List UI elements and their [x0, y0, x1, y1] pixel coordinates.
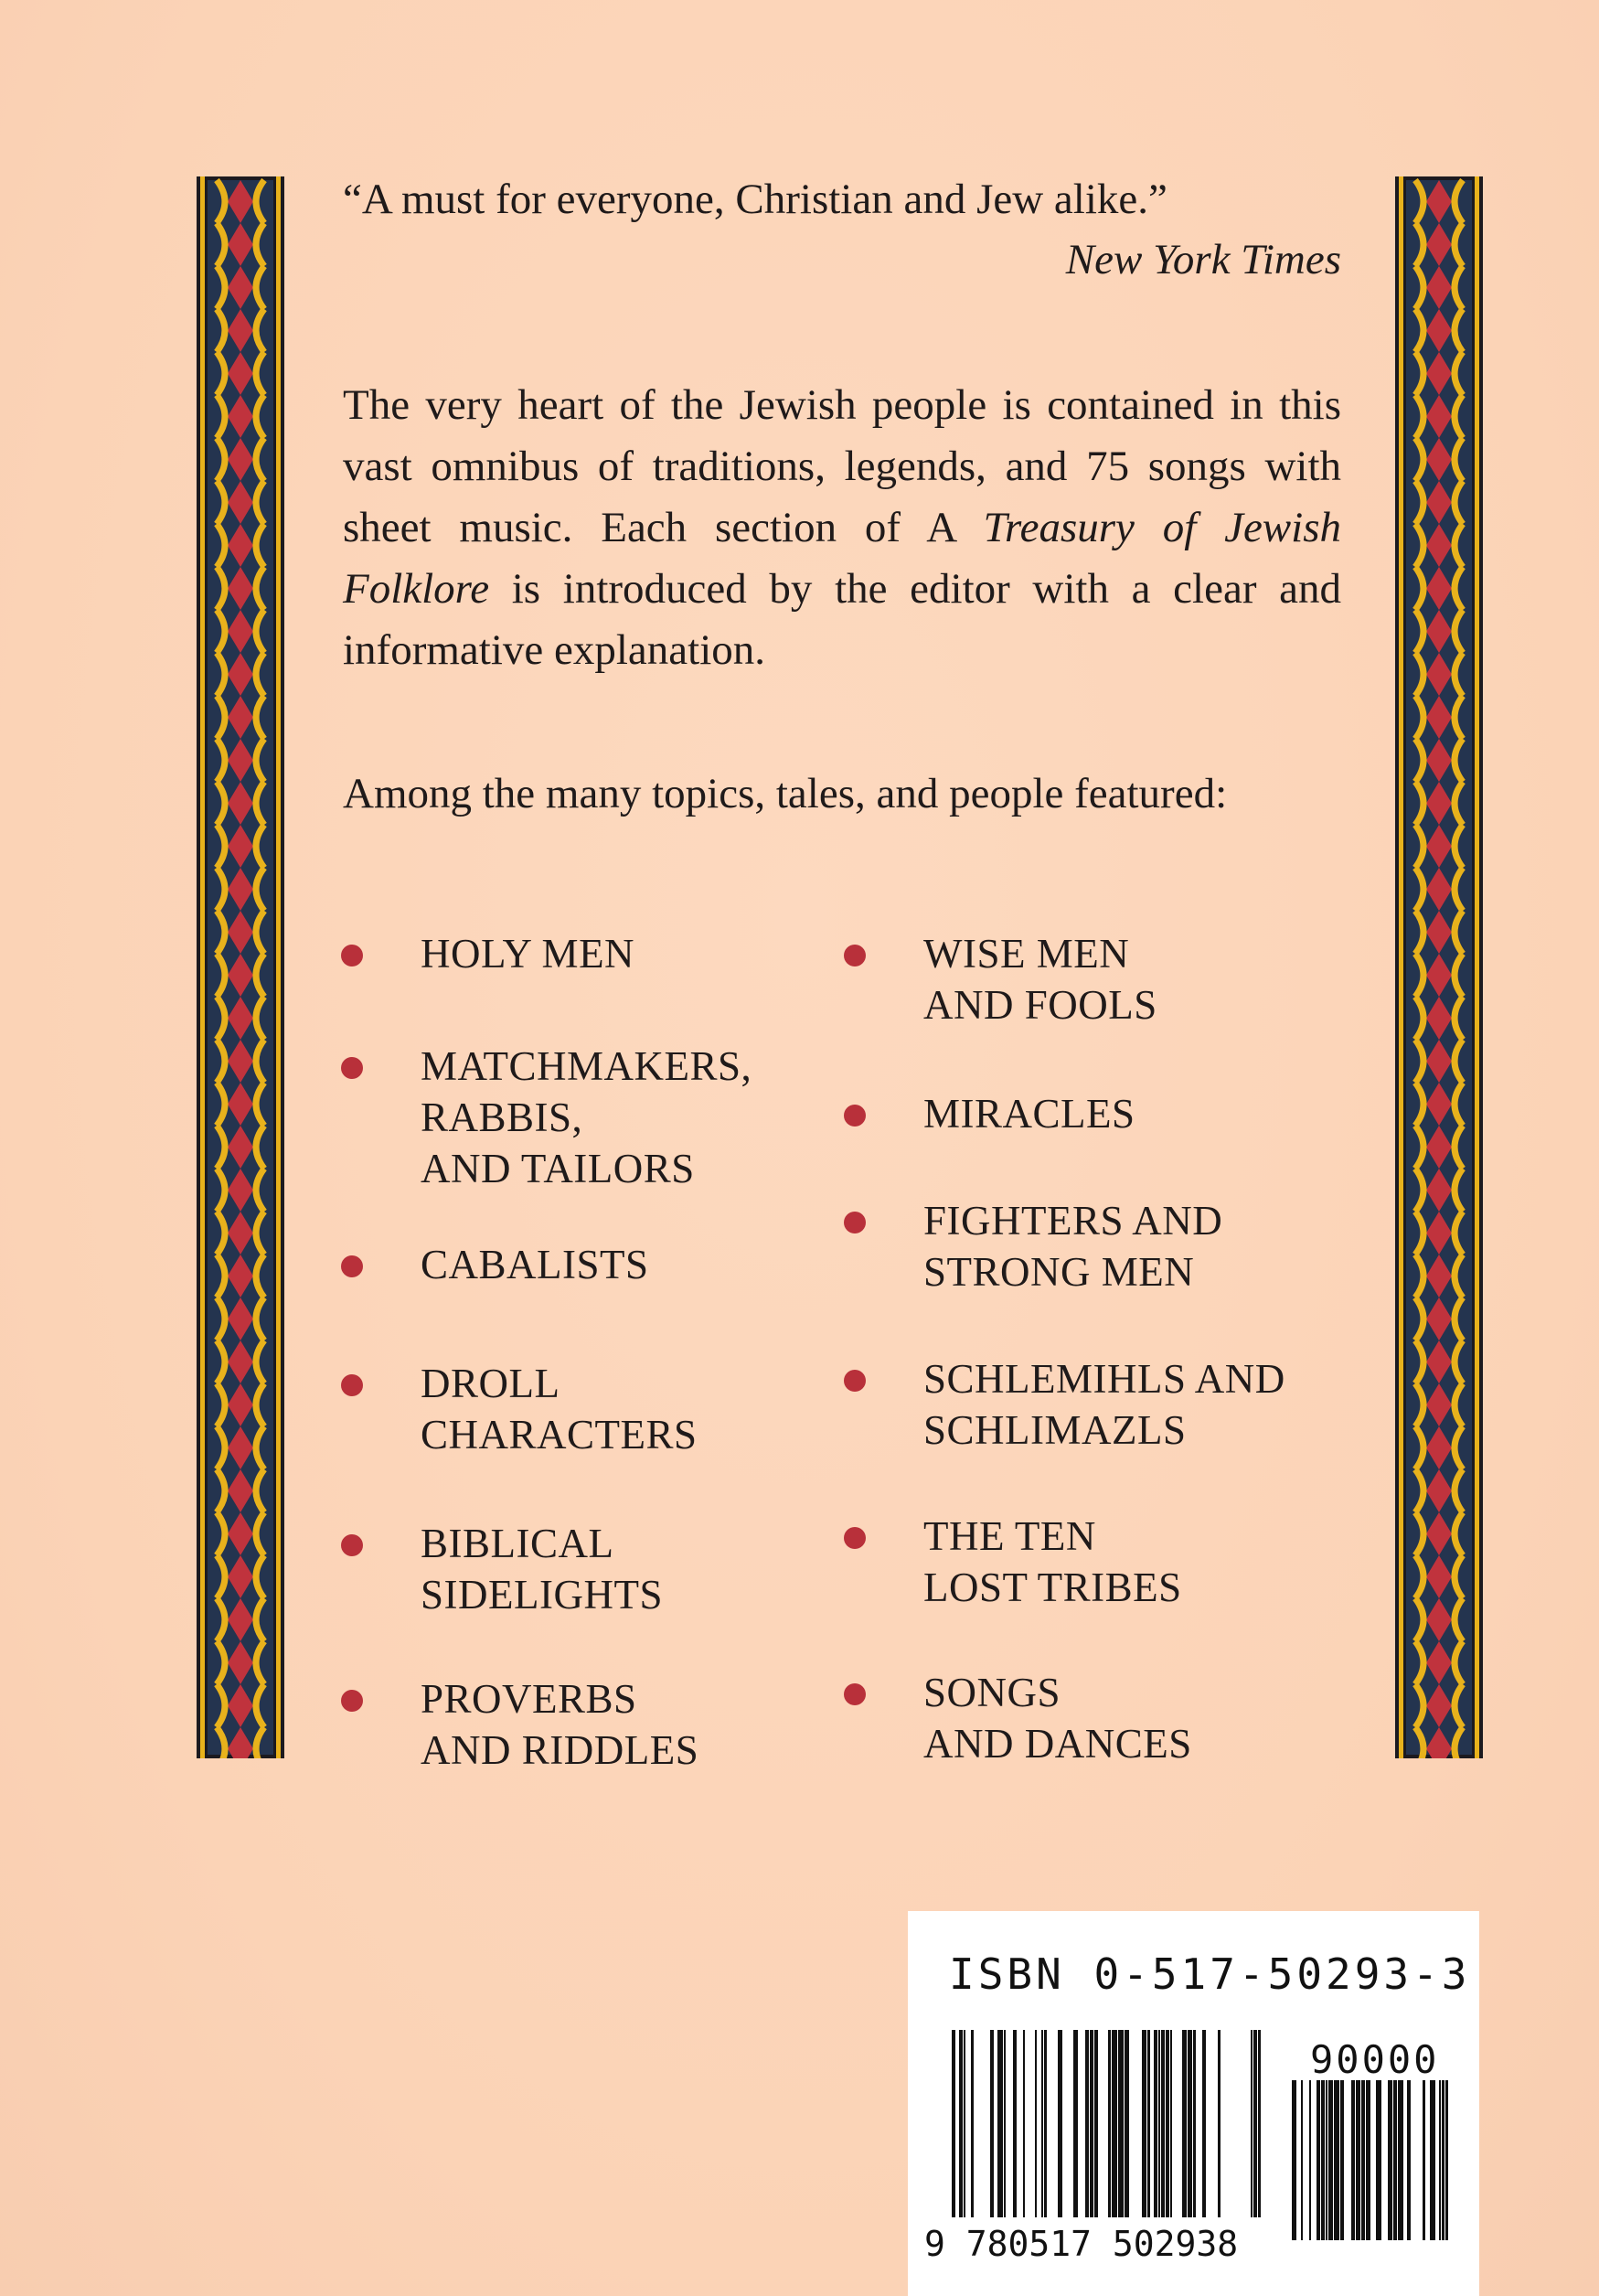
topic-label: MATCHMAKERS, RABBIS, AND TAILORS — [421, 1043, 752, 1191]
bullet-dot — [341, 945, 363, 966]
topic-label: SCHLEMIHLS AND SCHLIMAZLS — [923, 1356, 1285, 1453]
bullet-dot — [844, 945, 866, 966]
decorative-border-right — [1395, 176, 1483, 1758]
book-description — [343, 375, 1341, 681]
decorative-border-left — [197, 176, 284, 1758]
ornament-pattern-left — [197, 176, 284, 1758]
topic-label: BIBLICAL SIDELIGHTS — [421, 1521, 663, 1618]
bullet-dot — [341, 1057, 363, 1079]
bullet-dot — [341, 1374, 363, 1396]
bullet-dot — [844, 1683, 866, 1705]
bullet-dot — [844, 1370, 866, 1392]
description-text-2: is introduced by the editor with a clear and informative explanation. — [343, 565, 1341, 674]
bullet-dot — [844, 1105, 866, 1127]
book-title-italic: Treasury of Jewish Folklore — [343, 504, 1341, 613]
topic-label: DROLL CHARACTERS — [421, 1361, 698, 1458]
topic-label: HOLY MEN — [421, 931, 635, 977]
topic-label: PROVERBS AND RIDDLES — [421, 1676, 699, 1773]
quote-source: New York Times — [1065, 236, 1341, 283]
topic-label: CABALISTS — [421, 1242, 649, 1287]
topic-label: MIRACLES — [923, 1091, 1135, 1137]
ornament-pattern-right — [1395, 176, 1483, 1758]
price-code: 90000 — [1310, 2037, 1440, 2082]
quote-text: “A must for everyone, Christian and Jew alike.” — [343, 176, 1167, 223]
review-quote — [343, 169, 1341, 290]
topic-label: THE TEN LOST TRIBES — [923, 1513, 1182, 1610]
bullet-dot — [341, 1255, 363, 1277]
bullet-dot — [844, 1527, 866, 1549]
isbn-number: ISBN 0-517-50293-3 — [949, 1949, 1471, 1999]
bullet-dot — [844, 1212, 866, 1233]
bullet-dot — [341, 1690, 363, 1712]
bullet-dot — [341, 1534, 363, 1556]
topic-label: WISE MEN AND FOOLS — [923, 931, 1157, 1028]
ean-number: 9 780517 502938 — [924, 2224, 1239, 2264]
topic-label: FIGHTERS AND STRONG MEN — [923, 1198, 1223, 1295]
barcode-panel — [908, 1911, 1479, 2296]
topics-intro: Among the many topics, tales, and people featured: — [343, 770, 1228, 817]
topic-label: SONGS AND DANCES — [923, 1670, 1192, 1767]
description-text-1: The very heart of the Jewish people is contained in this vast omnibus of traditions, legends, and 75 songs with sheet music. Each section of A — [343, 381, 1341, 551]
